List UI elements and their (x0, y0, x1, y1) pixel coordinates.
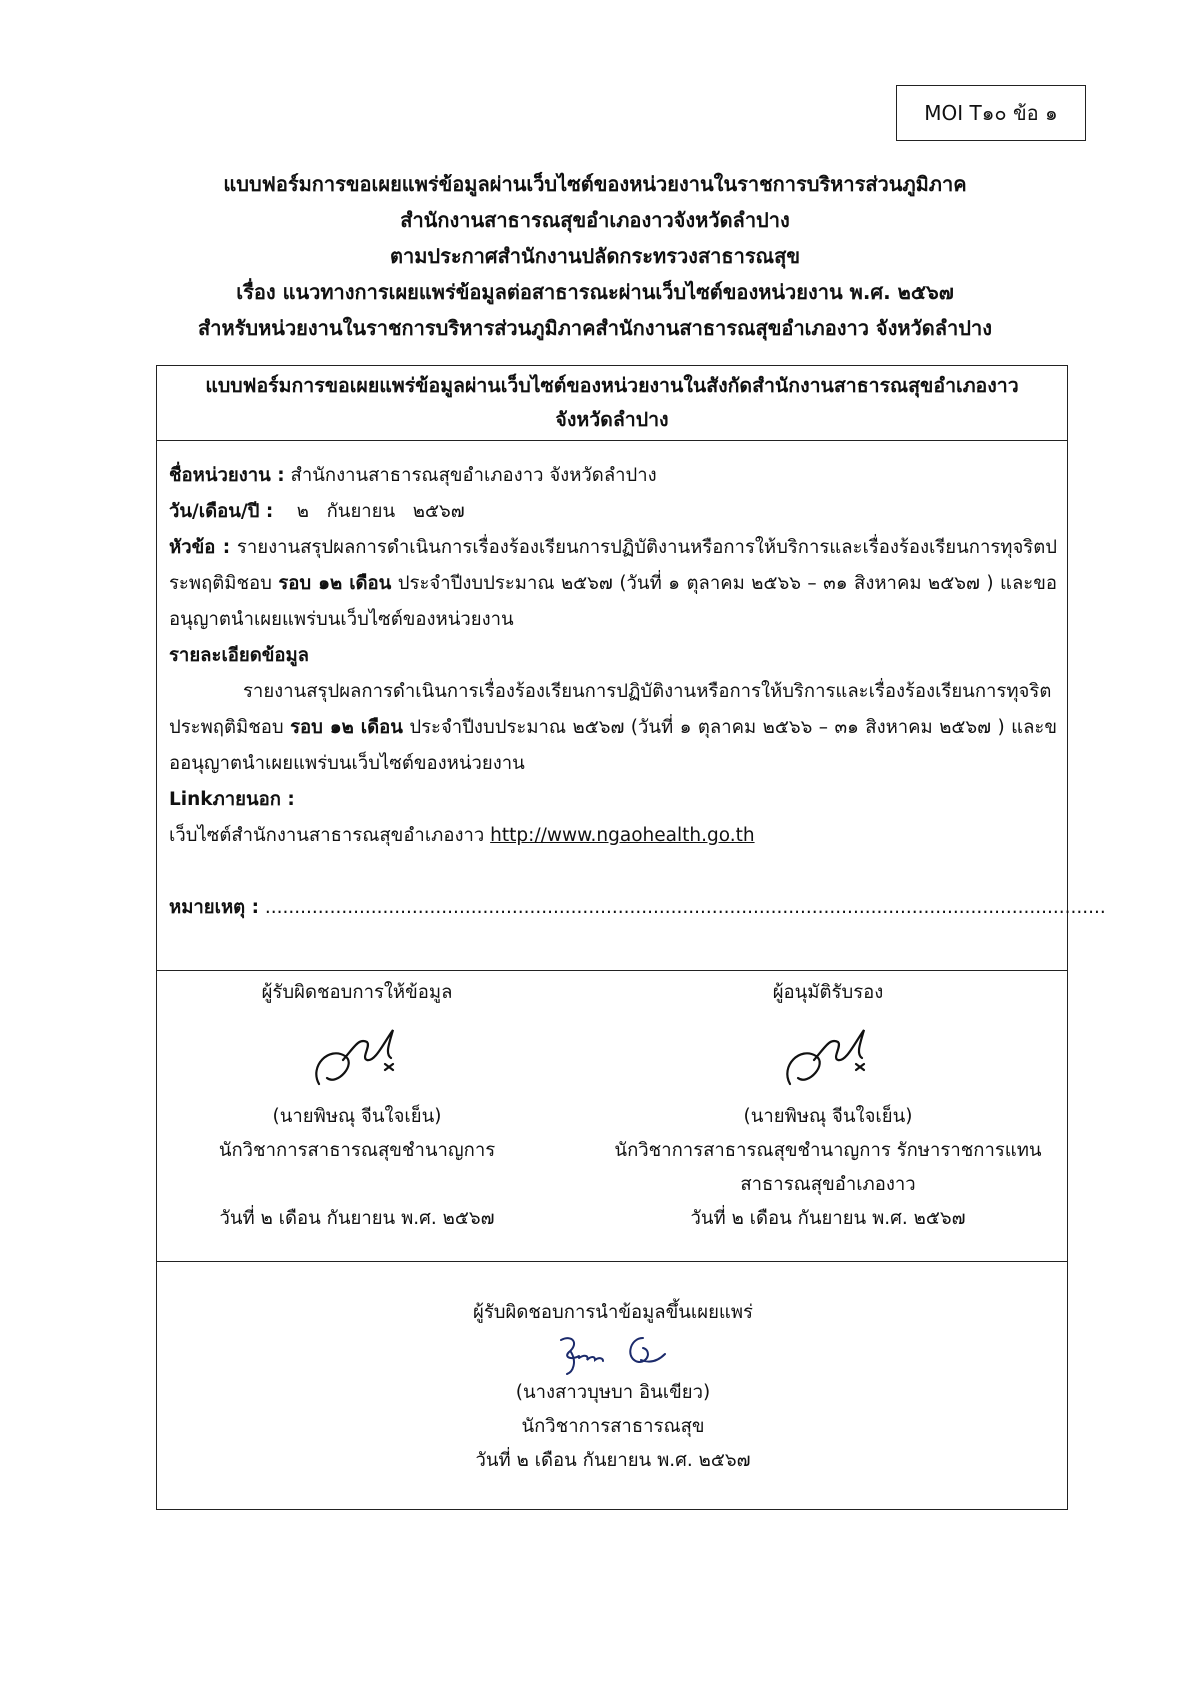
topic-text-2: ประจำปีงบประมาณ ๒๕๖๗ (วันที่ ๑ ตุลาคม ๒๕๖๖ – ๓๑ สิงหาคม ๒๕๖๗ ) และขออนุญาตนำเผยแพร่บนเว็บไซต์ของหน่วยงาน (169, 573, 1057, 630)
form-title-line-2: จังหวัดลำปาง (555, 408, 669, 431)
header-line-4: เรื่อง แนวทางการเผยแพร่ข้อมูลต่อสาธารณะผ่านเว็บไซต์ของหน่วยงาน พ.ศ. ๒๕๖๗ (236, 280, 954, 304)
topic-text-1: รายงานสรุปผลการดำเนินการเรื่องร้องเรียนการปฏิบัติงานหรือการให้บริการและเรื่องร้องเรียนการทุจริตประพฤติมิชอบ (169, 537, 1057, 594)
publisher-name: (นางสาวบุษบา อินเขียว) (515, 1382, 711, 1403)
detail-text-2: ประจำปีงบประมาณ ๒๕๖๗ (วันที่ ๑ ตุลาคม ๒๕๖๖ – ๓๑ สิงหาคม ๒๕๖๗ ) และขออนุญาตนำเผยแพร่บนเว็บไซต์ของหน่วยงาน (169, 717, 1057, 774)
date-row (169, 494, 1057, 530)
request-form-table (156, 365, 1106, 1510)
header-line-3: ตามประกาศสำนักงานปลัดกระทรวงสาธารณสุข (389, 244, 800, 268)
remark-row (169, 890, 1106, 926)
signature-mark-publisher (543, 1330, 683, 1376)
signature-mark-approver (768, 1016, 888, 1096)
external-link-label: Linkภายนอก : (169, 789, 295, 810)
approver-name: (นายพิษณุ จีนใจเย็น) (743, 1106, 913, 1127)
signature-block-provider (167, 976, 547, 1236)
website-link[interactable]: http://www.ngaohealth.go.th (490, 825, 755, 846)
signature-block-approver (597, 976, 1059, 1236)
approver-date: วันที่ ๒ เดือน กันยายน พ.ศ. ๒๕๖๗ (690, 1208, 966, 1229)
header-line-2: สำนักงานสาธารณสุขอำเภองาวจังหวัดลำปาง (400, 208, 790, 232)
form-title (157, 366, 1067, 440)
date-value: ๒ กันยายน ๒๕๖๗ (273, 501, 465, 522)
website-text: เว็บไซต์สำนักงานสาธารณสุขอำเภองาว (169, 825, 491, 846)
detail-heading-row (169, 638, 1057, 674)
document-header (120, 166, 1070, 346)
header-line-5: สำหรับหน่วยงานในราชการบริหารส่วนภูมิภาคสำนักงานสาธารณสุขอำเภองาว จังหวัดลำปาง (198, 316, 992, 340)
publisher-role: ผู้รับผิดชอบการนำข้อมูลขึ้นเผยแพร่ (473, 1302, 753, 1323)
publisher-date: วันที่ ๒ เดือน กันยายน พ.ศ. ๒๕๖๗ (475, 1450, 751, 1471)
divider-signatures (157, 1261, 1067, 1262)
publisher-position: นักวิชาการสาธารณสุข (521, 1416, 705, 1437)
signature-mark-provider (297, 1016, 417, 1096)
approver-position-line-1: นักวิชาการสาธารณสุขชำนาญการ รักษาราชการแทน (614, 1140, 1042, 1161)
provider-position: นักวิชาการสาธารณสุขชำนาญการ (218, 1140, 496, 1161)
website-row (169, 818, 1057, 854)
form-title-line-1: แบบฟอร์มการขอเผยแพร่ข้อมูลผ่านเว็บไซต์ของหน่วยงานในสังกัดสำนักงานสาธารณสุขอำเภองาว (205, 374, 1019, 397)
remark-dots: ............................................................................................................................................... (259, 897, 1106, 918)
provider-name: (นายพิษณุ จีนใจเย็น) (272, 1106, 442, 1127)
provider-role: ผู้รับผิดชอบการให้ข้อมูล (261, 982, 453, 1003)
detail-round: รอบ ๑๒ เดือน (290, 717, 403, 738)
link-label-row (169, 782, 1057, 818)
topic-round: รอบ ๑๒ เดือน (278, 573, 392, 594)
approver-role: ผู้อนุมัติรับรอง (772, 982, 884, 1003)
divider-title (157, 440, 1067, 441)
header-line-1: แบบฟอร์มการขอเผยแพร่ข้อมูลผ่านเว็บไซต์ของหน่วยงานในราชการบริหารส่วนภูมิภาค (223, 172, 967, 196)
detail-text-1: รายงานสรุปผลการดำเนินการเรื่องร้องเรียนการปฏิบัติงานหรือการให้บริการและเรื่องร้องเรียนการทุจริตประพฤติมิชอบ (169, 681, 1052, 738)
divider-info (157, 970, 1067, 971)
remark-label: หมายเหตุ : (169, 897, 259, 918)
detail-paragraph (169, 674, 1057, 782)
date-label: วัน/เดือน/ปี : (169, 501, 274, 522)
detail-label: รายละเอียดข้อมูล (169, 645, 310, 666)
agency-label: ชื่อหน่วยงาน : (169, 465, 285, 486)
document-code: MOI T๑๐ ข้อ ๑ (924, 101, 1058, 125)
approver-position-line-2: สาธารณสุขอำเภองาว (740, 1174, 916, 1195)
form-info-section (169, 458, 1106, 926)
agency-value: สำนักงานสาธารณสุขอำเภองาว จังหวัดลำปาง (284, 465, 657, 486)
document-code-box (896, 85, 1086, 141)
agency-row (169, 458, 1057, 494)
topic-paragraph (169, 530, 1057, 638)
signature-block-publisher (357, 1296, 869, 1478)
topic-label: หัวข้อ : (169, 537, 231, 558)
provider-date: วันที่ ๒ เดือน กันยายน พ.ศ. ๒๕๖๗ (219, 1208, 495, 1229)
